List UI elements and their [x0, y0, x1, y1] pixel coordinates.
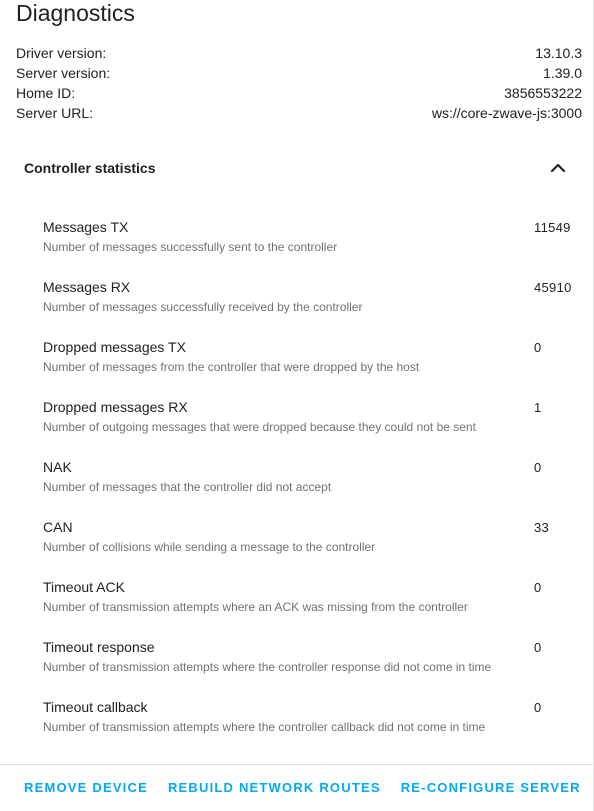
stat-description: Number of messages successfully sent to the controller: [43, 240, 338, 254]
stat-value: 1: [534, 400, 542, 415]
info-row-server-version: [16, 63, 582, 83]
rebuild-network-routes-button[interactable]: REBUILD NETWORK ROUTES: [167, 780, 381, 795]
controller-statistics-list: [0, 207, 594, 747]
info-value: 3856553222: [504, 85, 582, 101]
stat-row-timeout-callback: [0, 687, 594, 747]
chevron-up-icon[interactable]: [546, 156, 570, 180]
stat-value: 45910: [534, 280, 572, 295]
info-label: Server URL:: [16, 105, 94, 121]
section-title: Controller statistics: [24, 160, 156, 176]
controller-statistics-toggle[interactable]: [0, 148, 594, 188]
stat-description: Number of messages that the controller did not accept: [43, 480, 332, 494]
stat-name: Messages TX: [43, 219, 129, 235]
info-value: 13.10.3: [535, 45, 582, 61]
info-row-home-id: [16, 83, 582, 103]
stat-name: NAK: [43, 459, 72, 475]
stat-row-messages-rx: [0, 267, 594, 327]
stat-value: 0: [534, 580, 542, 595]
stat-name: Timeout ACK: [43, 579, 125, 595]
stat-value: 0: [534, 640, 542, 655]
stat-name: Messages RX: [43, 279, 131, 295]
stat-value: 11549: [534, 220, 571, 235]
stat-row-dropped-messages-rx: [0, 387, 594, 447]
stat-row-dropped-messages-tx: [0, 327, 594, 387]
stat-name: Timeout response: [43, 639, 155, 655]
actions-divider: [0, 764, 594, 765]
stat-description: Number of messages from the controller that were dropped by the host: [43, 360, 420, 374]
card-actions: [14, 772, 591, 804]
stat-name: CAN: [43, 519, 73, 535]
info-value: 1.39.0: [543, 65, 582, 81]
stat-row-timeout-ack: [0, 567, 594, 627]
info-row-server-url: [16, 103, 582, 123]
stat-description: Number of transmission attempts where the controller callback did not come in time: [43, 720, 486, 734]
info-label: Home ID:: [16, 85, 76, 101]
stat-description: Number of transmission attempts where the controller response did not come in time: [43, 660, 492, 674]
stat-value: 0: [534, 340, 542, 355]
stat-name: Timeout callback: [43, 699, 148, 715]
info-label: Driver version:: [16, 45, 107, 61]
stat-description: Number of messages successfully received by the controller: [43, 300, 363, 314]
info-list: [16, 43, 582, 123]
stat-description: Number of collisions while sending a message to the controller: [43, 540, 376, 554]
stat-row-messages-tx: [0, 207, 594, 267]
stat-description: Number of outgoing messages that were dropped because they could not be sent: [43, 420, 476, 434]
info-row-driver-version: [16, 43, 582, 63]
stat-description: Number of transmission attempts where an ACK was missing from the controller: [43, 600, 468, 614]
stat-row-can: [0, 507, 594, 567]
remove-device-button[interactable]: REMOVE DEVICE: [24, 780, 148, 795]
reconfigure-server-button[interactable]: RE-CONFIGURE SERVER: [400, 780, 581, 795]
stat-row-nak: [0, 447, 594, 507]
stat-name: Dropped messages TX: [43, 339, 186, 355]
stat-value: 0: [534, 460, 542, 475]
stat-value: 0: [534, 700, 542, 715]
info-label: Server version:: [16, 65, 111, 81]
stat-name: Dropped messages RX: [43, 399, 188, 415]
stat-value: 33: [534, 520, 550, 535]
page-title: Diagnostics: [16, 0, 135, 26]
info-value: ws://core-zwave-js:3000: [431, 105, 582, 121]
stat-row-timeout-response: [0, 627, 594, 687]
